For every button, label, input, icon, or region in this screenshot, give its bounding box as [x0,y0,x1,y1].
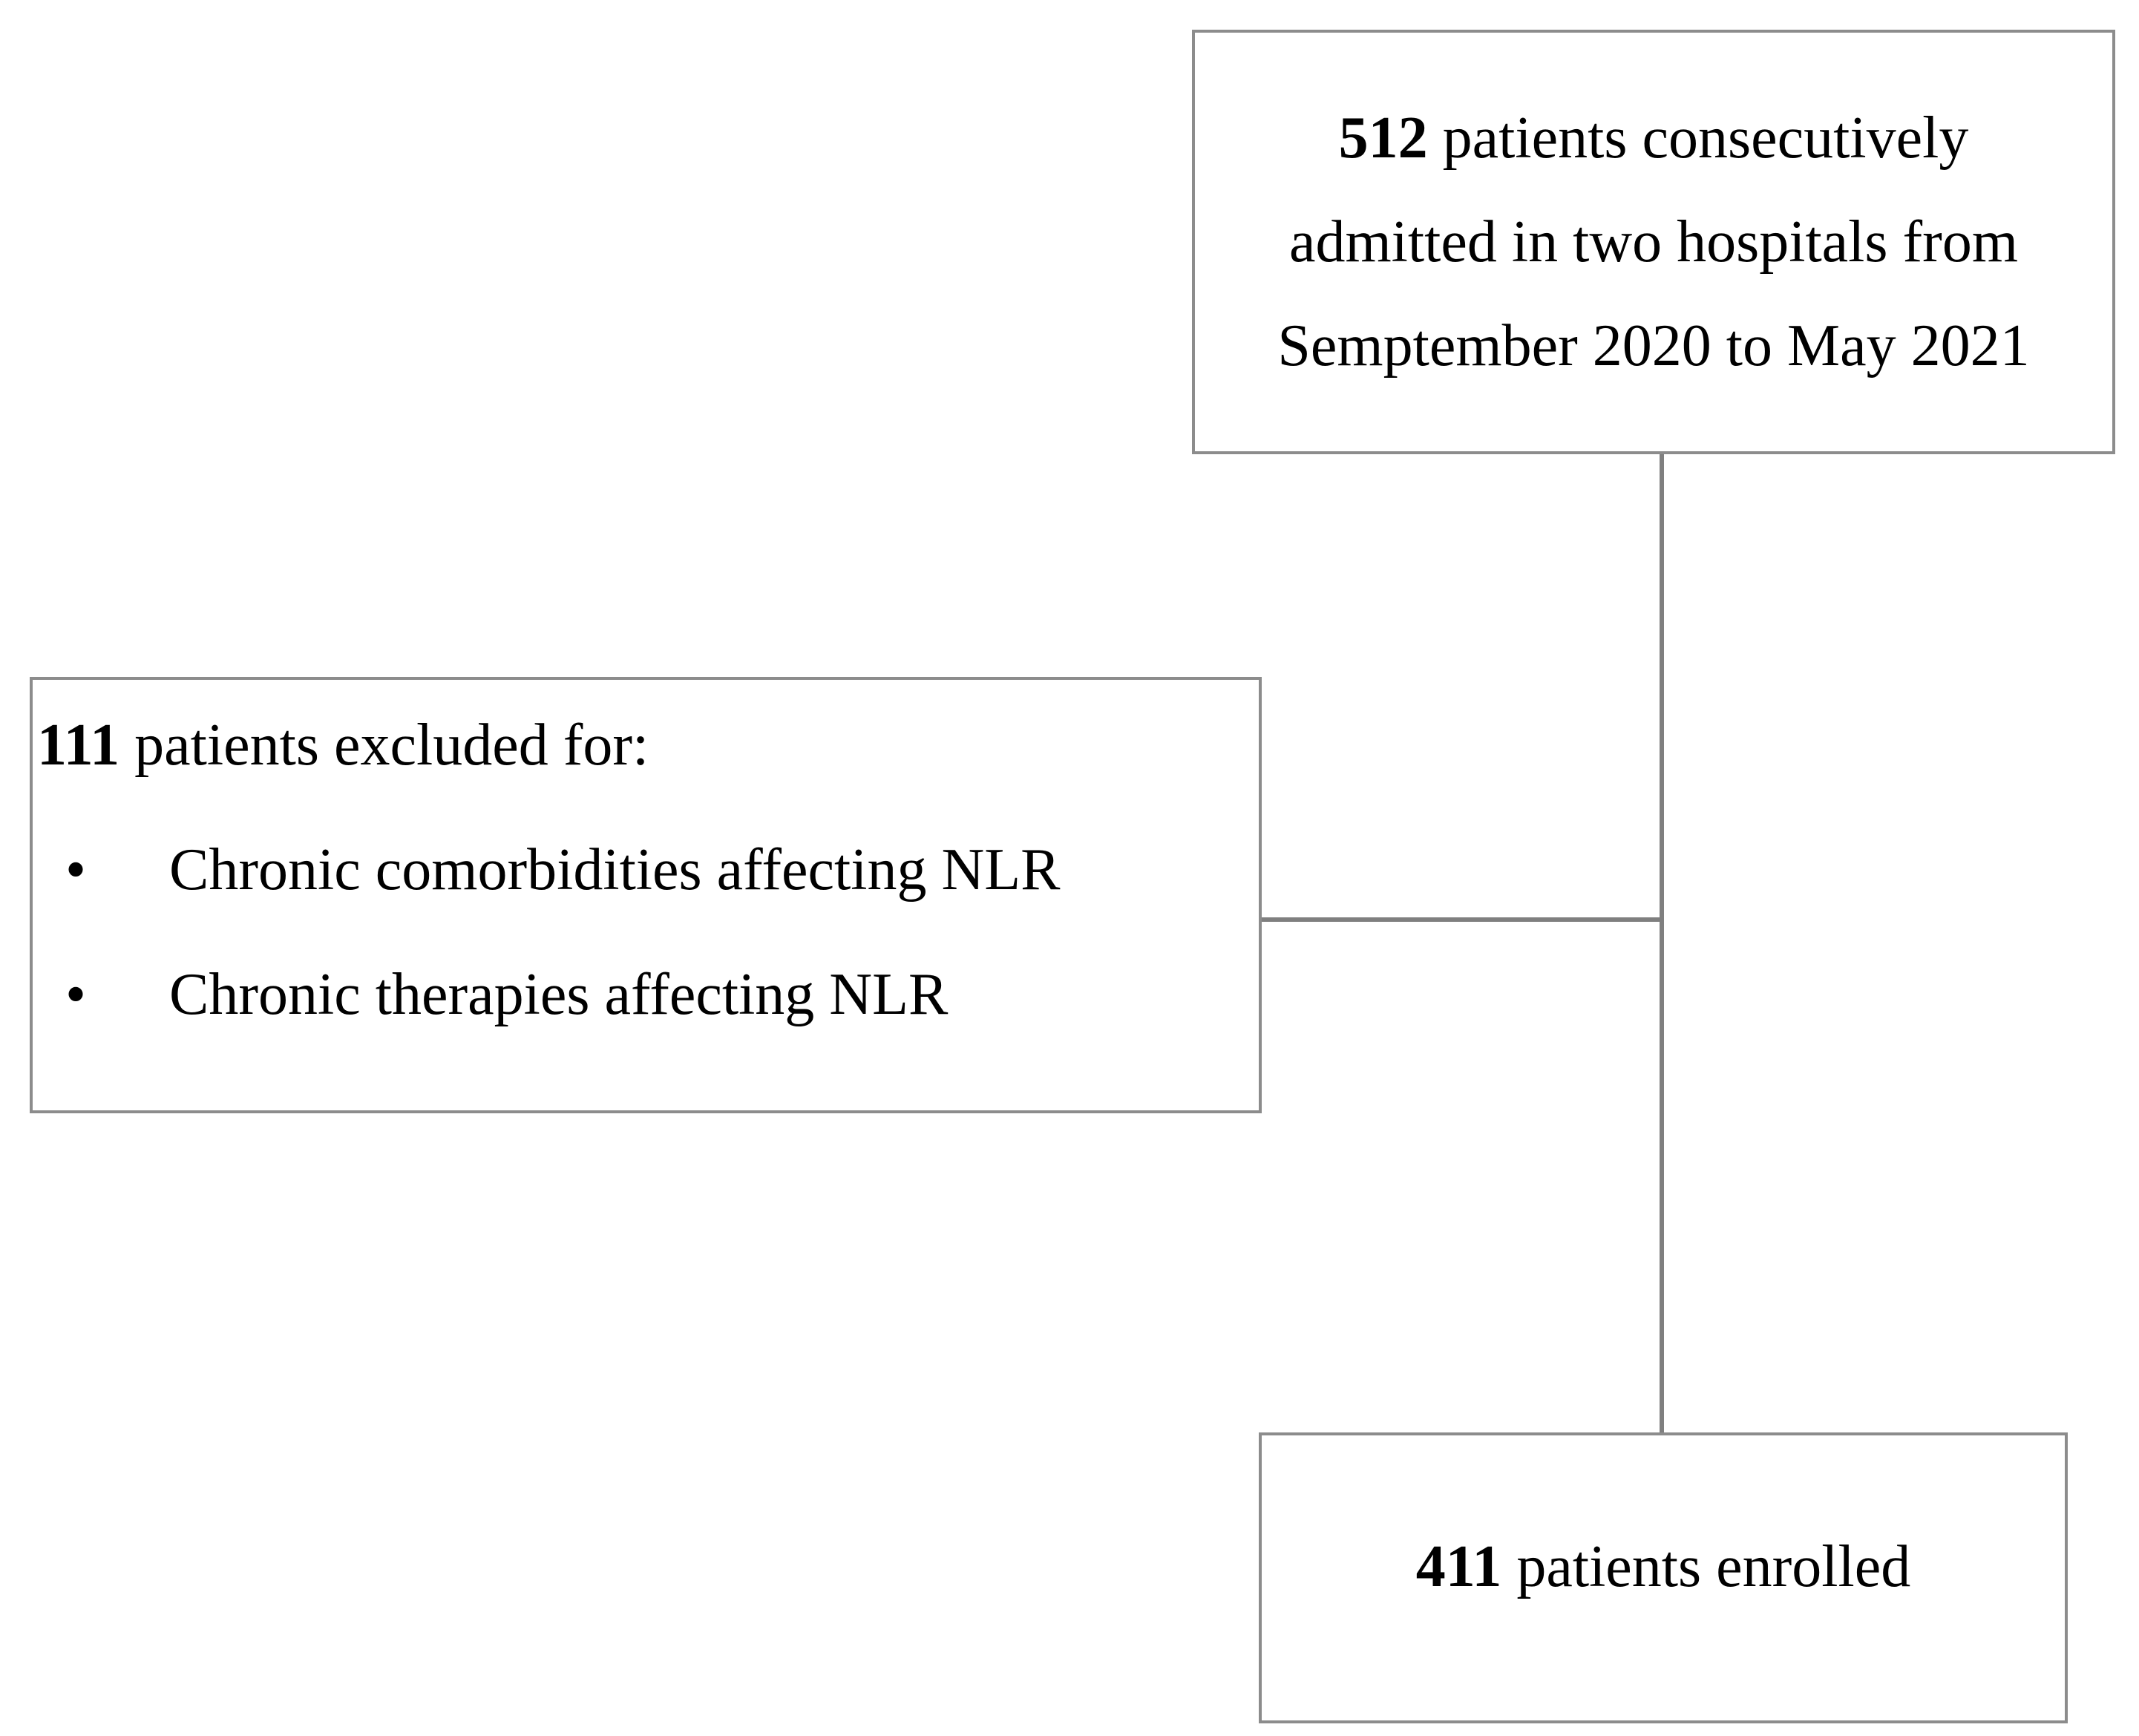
excluded-heading [37,708,649,782]
admitted-patients-text [1277,86,2029,398]
bullet-icon: • [65,837,87,903]
enrolled-count: 411 [1415,1534,1502,1599]
connector-vertical [1660,454,1664,1432]
bullet-icon: • [65,962,87,1027]
excluded-count: 111 [37,713,120,778]
excluded-label: patients excluded for: [119,713,649,778]
exclusion-reason-text: Chronic comorbidities affecting NLR [169,837,1061,903]
enrolled-patients-box [1259,1432,2068,1723]
enrolled-label: patients enrolled [1501,1534,1911,1599]
admitted-line-1: patients consecutively [1427,105,1969,171]
admitted-line-2: admitted in two hospitals from [1288,209,2019,275]
admitted-count: 512 [1338,105,1428,171]
connector-horizontal [1262,917,1664,922]
admitted-line-3: Semptember 2020 to May 2021 [1277,313,2030,379]
excluded-patients-box [30,677,1262,1113]
exclusion-reason-text: Chronic therapies affecting NLR [169,962,949,1027]
admitted-patients-box [1192,30,2115,454]
enrolled-patients-text [1416,1530,1911,1626]
